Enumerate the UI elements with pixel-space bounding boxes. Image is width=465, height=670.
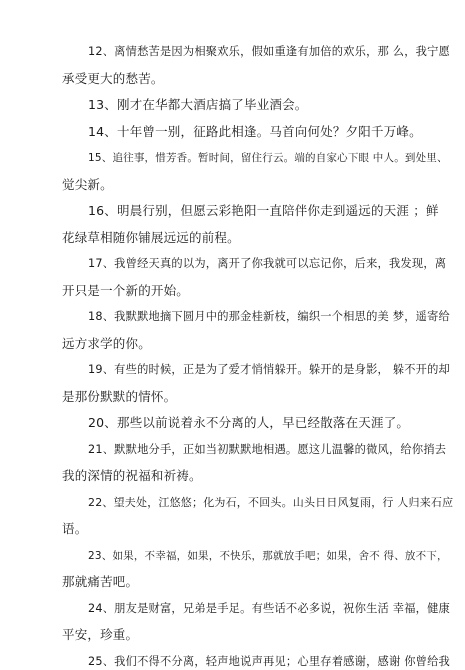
paragraph-16-line-1: 16、明晨行别，但愿云彩艳阳一直陪伴你走到遥远的天涯 ；鲜	[88, 203, 439, 218]
paragraph-22-line-1: 22、望夫处，江悠悠；化为石，不回头。山头日日风复雨，行 人归来石应	[88, 495, 454, 509]
paragraph-17-line-2: 开只是一个新的开始。	[62, 282, 190, 298]
paragraph-25-line-1: 25、我们不得不分离，轻声地说声再见；心里存着感谢，感谢 你曾给我	[88, 654, 450, 668]
paragraph-14-line-1: 14、十年曾一别，征路此相逢。马首向何处？夕阳千万峰。	[88, 123, 422, 139]
paragraph-16-line-2: 花绿草相随你铺展远远的前程。	[62, 229, 240, 245]
paragraph-19-line-1: 19、有些的时候，正是为了爱才悄悄躲开。躲开的是身影， 躲不开的却	[88, 363, 450, 376]
paragraph-18-line-1: 18、我默默地摘下圆月中的那金桂新枝，编织一个相思的美 梦，遥寄给	[88, 310, 450, 323]
paragraph-17-line-1: 17、我曾经天真的以为，离开了你我就可以忘记你，后来，我发现，离	[88, 257, 447, 270]
paragraph-12-line-2: 承受更大的愁苦。	[62, 70, 164, 86]
paragraph-21-line-2: 我的深情的祝福和祈祷。	[62, 468, 202, 483]
paragraph-12-line-1: 12、离情愁苦是因为相聚欢乐，假如重逢有加倍的欢乐，那 么，我宁愿	[88, 45, 450, 58]
paragraph-13-line-1: 13、刚才在华都大酒店搞了毕业酒会。	[88, 97, 308, 112]
paragraph-24-line-1: 24、朋友是财富，兄弟是手足。有些话不必多说，祝你生活 幸福，健康	[88, 601, 450, 615]
paragraph-19-line-2: 是那份默默的情怀。	[62, 388, 177, 404]
paragraph-15-line-1: 15、追往事，惜芳香。暂时间，留住行云。端的自家心下眼 中人。到处里、	[88, 152, 448, 164]
paragraph-18-line-2: 远方求学的你。	[62, 335, 151, 351]
paragraph-23-line-1: 23、如果，不幸福，如果，不快乐，那就放手吧；如果，舍不 得、放不下，	[88, 549, 448, 562]
paragraph-20-line-1: 20、那些以前说着永不分离的人，早已经散落在天涯了。	[88, 415, 410, 430]
paragraph-22-line-2: 语。	[62, 521, 88, 536]
paragraph-15-line-2: 觉尖新。	[62, 176, 113, 192]
paragraph-23-line-2: 那就痛苦吧。	[62, 574, 139, 589]
paragraph-24-line-2: 平安，珍重。	[62, 627, 139, 642]
paragraph-21-line-1: 21、默默地分手，正如当初默默地相遇。愿这儿温馨的微风，给你捎去	[88, 442, 447, 456]
